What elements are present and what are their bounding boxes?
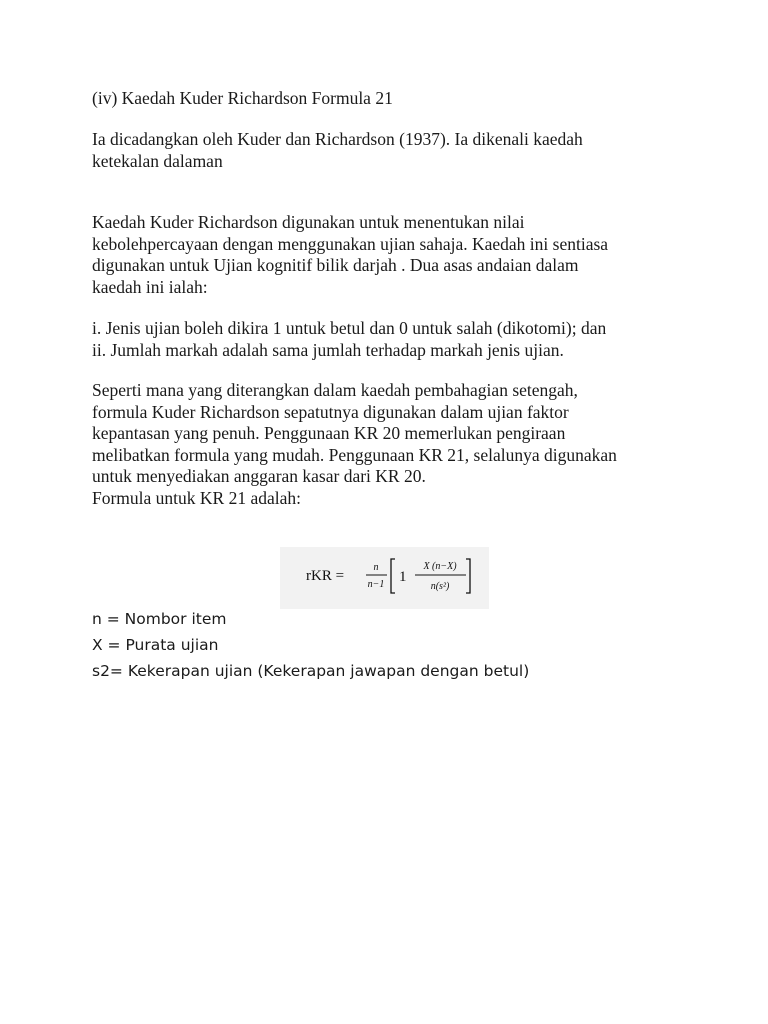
intro-paragraph — [92, 129, 732, 172]
intro-line: ketekalan dalaman — [92, 150, 223, 171]
formula-frac2-numerator: X (n−X) — [423, 561, 457, 572]
definition-n: n = Nombor item — [92, 610, 227, 628]
formula-lhs: rKR = — [306, 568, 345, 584]
list-item: i. Jenis ujian boleh dikira 1 untuk betul dan 0 untuk salah (dikotomi); dan — [92, 318, 607, 338]
title-text: (iv) Kaedah Kuder Richardson Formula 21 — [92, 88, 393, 108]
paragraph-line: formula Kuder Richardson sepatutnya digunakan dalam ujian faktor — [92, 401, 569, 422]
formula-one: 1 — [399, 569, 407, 585]
left-bracket-icon — [391, 559, 395, 593]
paragraph-line: melibatkan formula yang mudah. Penggunaan KR 21, selalunya digunakan — [92, 444, 617, 465]
description-paragraph — [92, 212, 732, 298]
formula-frac1-denominator: n−1 — [367, 579, 385, 590]
definition-s2: s2= Kekerapan ujian (Kekerapan jawapan dengan betul) — [92, 662, 530, 680]
list-item: ii. Jumlah markah adalah sama jumlah terhadap markah jenis ujian. — [92, 339, 564, 360]
kr21-formula-image — [280, 547, 489, 609]
paragraph-line: kaedah ini ialah: — [92, 276, 208, 297]
paragraph-line: Seperti mana yang diterangkan dalam kaedah pembahagian setengah, — [92, 380, 578, 400]
right-bracket-icon — [466, 559, 470, 593]
paragraph-line: kebolehpercayaan dengan menggunakan ujian sahaja. Kaedah ini sentiasa — [92, 233, 609, 254]
intro-line: Ia dicadangkan oleh Kuder dan Richardson (1937). Ia dikenali kaedah — [92, 129, 583, 149]
document-title — [92, 88, 732, 110]
paragraph-line: untuk menyediakan anggaran kasar dari KR 20. — [92, 466, 426, 486]
paragraph-line: Kaedah Kuder Richardson digunakan untuk menentukan nilai — [92, 212, 525, 232]
variable-definitions — [92, 606, 732, 684]
formula-intro-line: Formula untuk KR 21 adalah: — [92, 487, 302, 508]
formula-frac2-denominator: n(s²) — [430, 581, 450, 592]
formula-frac1-numerator: n — [373, 562, 379, 573]
assumption-list — [92, 318, 732, 361]
paragraph-line: kepantasan yang penuh. Penggunaan KR 20 memerlukan pengiraan — [92, 423, 566, 443]
explanation-paragraph — [92, 380, 732, 509]
paragraph-line: digunakan untuk Ujian kognitif bilik darjah . Dua asas andaian dalam — [92, 255, 579, 275]
definition-x: X = Purata ujian — [92, 636, 219, 654]
